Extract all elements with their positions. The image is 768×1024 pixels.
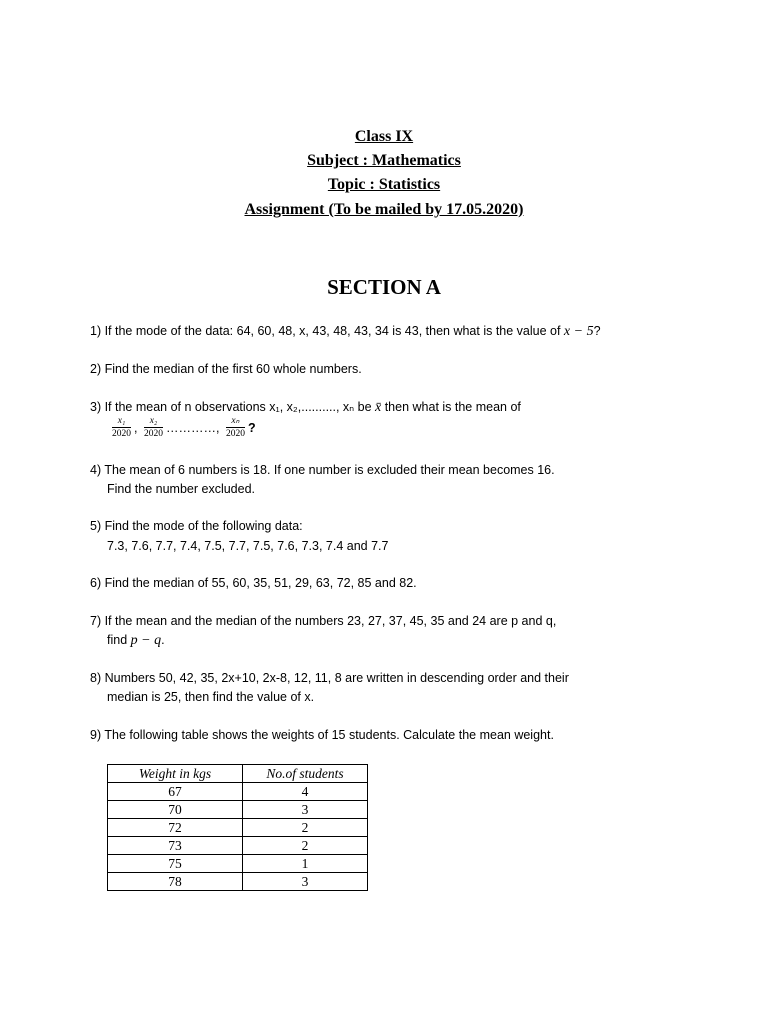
question-7-line-2 <box>107 631 165 650</box>
fraction-2-denominator: 2020 <box>143 429 163 439</box>
question-5-line-2: 7.3, 7.6, 7.7, 7.4, 7.5, 7.7, 7.5, 7.6, 7.3, 7.4 and 7.7 <box>107 539 389 553</box>
fraction-1-numerator: x₁ <box>112 415 131 428</box>
students-cell: 2 <box>243 819 368 837</box>
question-1 <box>90 322 690 341</box>
table-row <box>108 855 368 873</box>
fraction-n-denominator: 2020 <box>225 429 245 439</box>
question-4-line-1: 4) The mean of 6 numbers is 18. If one number is excluded their mean becomes 16. <box>90 463 555 477</box>
table-row <box>108 819 368 837</box>
fraction-n-numerator: xₙ <box>226 415 245 428</box>
fraction-1-denominator: 2020 <box>112 429 131 439</box>
question-2: 2) Find the median of the first 60 whole numbers. <box>90 362 362 376</box>
table-row <box>108 783 368 801</box>
header-students: No.of students <box>243 765 368 783</box>
section-title: SECTION A <box>327 275 441 299</box>
weight-cell: 73 <box>108 837 243 855</box>
weight-cell: 72 <box>108 819 243 837</box>
question-9: 9) The following table shows the weights of 15 students. Calculate the mean weight. <box>90 728 554 742</box>
question-4-line-2: Find the number excluded. <box>107 482 256 496</box>
question-3-text-b: then what is the mean of <box>381 400 521 414</box>
question-3-end: ? <box>247 420 256 435</box>
fraction-n <box>226 415 245 440</box>
assignment-heading: Assignment (To be mailed by 17.05.2020) <box>244 201 524 218</box>
table-row <box>108 873 368 891</box>
table-row <box>108 801 368 819</box>
question-7-line-1: 7) If the mean and the median of the numbers 23, 27, 37, 45, 35 and 24 are p and q, <box>90 614 557 628</box>
question-7-math: p − q <box>130 633 162 648</box>
fraction-2-numerator: x₂ <box>144 415 163 428</box>
students-cell: 4 <box>243 783 368 801</box>
fraction-2 <box>144 415 163 440</box>
table-header-row <box>108 765 368 783</box>
subject-heading: Subject : Mathematics <box>307 152 461 169</box>
header-weight: Weight in kgs <box>108 765 243 783</box>
question-1-end: ? <box>593 324 601 338</box>
question-5-line-1: 5) Find the mode of the following data: <box>90 519 303 533</box>
weight-cell: 70 <box>108 801 243 819</box>
question-1-math: x − 5 <box>563 324 594 339</box>
students-cell: 3 <box>243 873 368 891</box>
class-heading: Class IX <box>354 128 414 145</box>
students-cell: 3 <box>243 801 368 819</box>
question-1-text: 1) If the mode of the data: 64, 60, 48, x, 43, 48, 43, 34 is 43, then what is the value of <box>90 324 564 338</box>
weight-cell: 67 <box>108 783 243 801</box>
question-8-line-2: median is 25, then find the value of x. <box>107 690 315 704</box>
weights-table <box>107 764 368 891</box>
topic-heading: Topic : Statistics <box>327 176 441 193</box>
students-cell: 2 <box>243 837 368 855</box>
question-7-end: . <box>161 633 165 647</box>
question-3-fractions <box>112 415 259 447</box>
fraction-dots: …………, <box>165 420 220 435</box>
question-6: 6) Find the median of 55, 60, 35, 51, 29, 63, 72, 85 and 82. <box>90 576 417 590</box>
fraction-1 <box>112 415 131 440</box>
question-7-find: find <box>107 633 131 647</box>
fraction-comma: , <box>134 420 138 435</box>
weight-cell: 75 <box>108 855 243 873</box>
students-cell: 1 <box>243 855 368 873</box>
question-3-text-a: 3) If the mean of n observations x₁, x₂,.........., xₙ be <box>90 400 376 414</box>
question-3-math: x̄ <box>375 400 382 415</box>
weight-cell: 78 <box>108 873 243 891</box>
table-row <box>108 837 368 855</box>
question-8-line-1: 8) Numbers 50, 42, 35, 2x+10, 2x-8, 12, 11, 8 are written in descending order and their <box>90 671 569 685</box>
